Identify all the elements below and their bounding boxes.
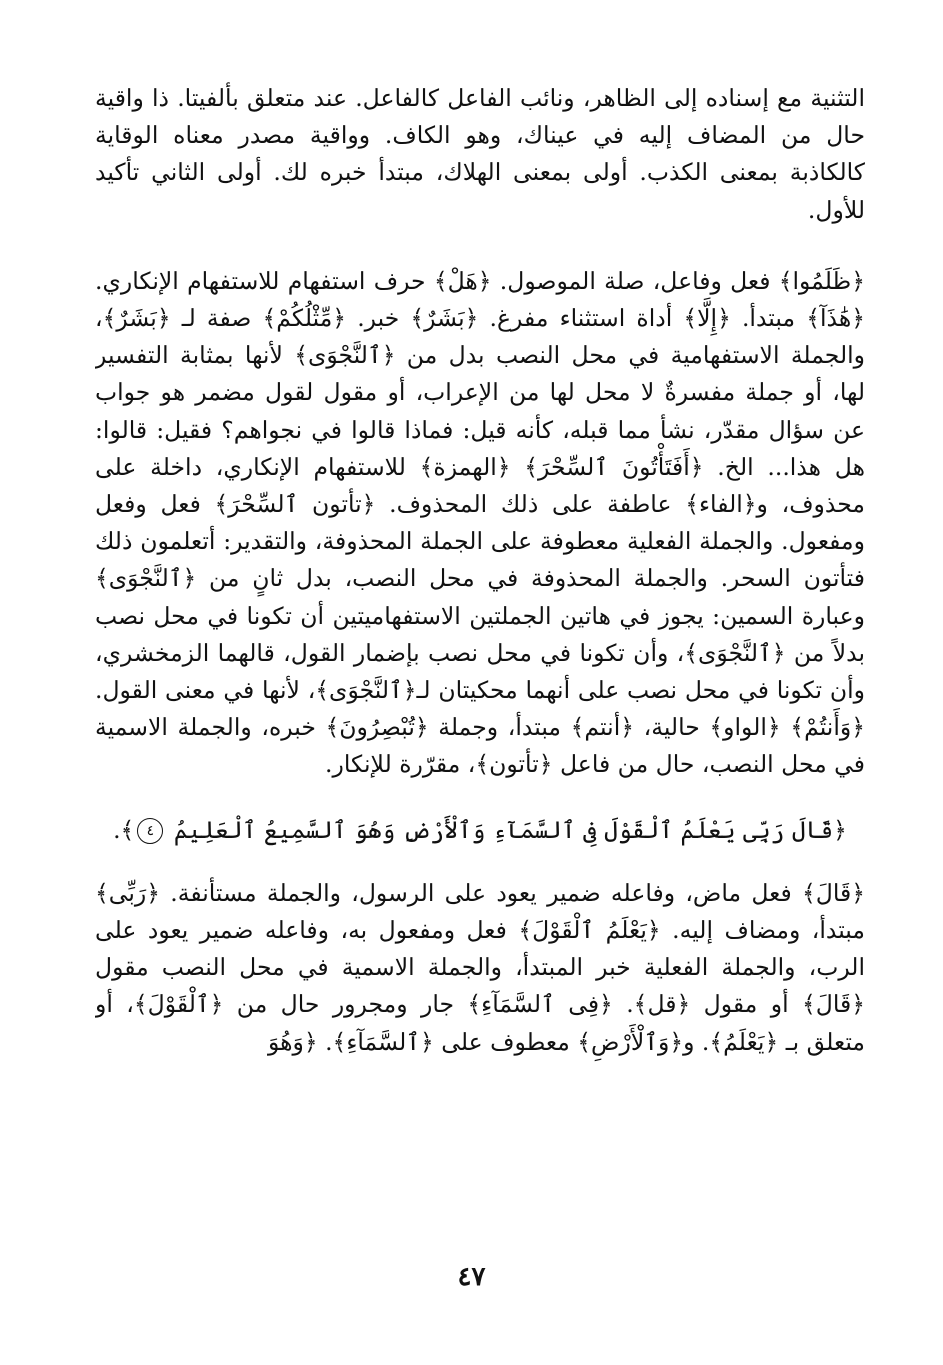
paragraph-verse-analysis: ﴿ظَلَمُوا﴾ فعل وفاعل، صلة الموصول. ﴿هَلْ﴾ حرف استفهام للاستفهام الإنكاري. ﴿هَٰذَآ﴾ مبتدأ. ﴿إِلَّا﴾ أداة استثناء مفرغ. ﴿بَشَرٌ﴾ خبر. ﴿مِّثْلُكُمْ﴾ صفة لـ ﴿بَشَرٌ﴾، والجملة الاستفهامية في محل النصب بدل من ﴿ٱلنَّجْوَى﴾ لأنها بمثابة التفسير لها، أو جملة مفسرةٌ لا محل لها من الإعراب، أو مقول لقول مضمر هو جواب عن سؤال مقدّر، نشأ مما قبله، كأنه قيل: فماذا قالوا في نجواهم؟ فقيل: قالوا: هل هذا... الخ. ﴿أَفَتَأْتُونَ ٱلسِّحْرَ﴾ ﴿الهمزة﴾ للاستفهام الإنكاري، داخلة على محذوف، و﴿الفاء﴾ عاطفة على ذلك المحذوف. ﴿تأتون ٱلسِّحْرَ﴾ فعل وفعل ومفعول. والجملة الفعلية معطوفة على الجملة المحذوفة، والتقدير: أتعلمون ذلك فتأتون السحر. والجملة المحذوفة في محل النصب، بدل ثانٍ من ﴿ٱلنَّجْوَى﴾ وعبارة السمين: يجوز في هاتين الجملتين الاستفهاميتين أن تكونا في محل نصب بدلاً من ﴿ٱلنَّجْوَى﴾، وأن تكونا في محل نصب بإضمار القول، قالهما الزمخشري، وأن تكونا في محل نصب على أنهما محكيتان لـ﴿ٱلنَّجْوَى﴾، لأنها في معنى القول. ﴿وَأَنتُمْ﴾ ﴿الواو﴾ حالية، ﴿أنتم﴾ مبتدأ، وجملة ﴿تُبْصِرُونَ﴾ خبره، والجملة الاسمية في محل النصب، حال من فاعل ﴿تأتون﴾، مقرّرة للإنكار. — [95, 266, 865, 779]
paragraph-grammar-notes: التثنية مع إسناده إلى الظاهر، ونائب الفاعل كالفاعل. عند متعلق بألفيتا. ذا واقية حال من المضاف إليه في عيناك، وهو الكاف. وواقية مصدر معناه الوقاية كالكاذبة بمعنى الكذب. أولى بمعنى الهلاك، مبتدأ خبره لك. أولى الثاني تأكيد للأول. — [95, 84, 865, 224]
document-page — [95, 80, 865, 1290]
quranic-verse — [95, 812, 865, 849]
page-number: ٤٧ — [457, 1262, 486, 1292]
paragraph-qala-analysis: ﴿قَالَ﴾ فعل ماض، وفاعله ضمير يعود على الرسول، والجملة مستأنفة. ﴿رَبِّى﴾ مبتدأ، ومضاف إليه. ﴿يَعْلَمُ ٱلْقَوْلَ﴾ فعل ومفعول به، وفاعله ضمير يعود على الرب، والجملة الفعلية خبر المبتدأ، والجملة الاسمية في محل النصب مقول ﴿قَالَ﴾ أو مقول ﴿قل﴾. ﴿فِى ٱلسَّمَآءِ﴾ جار ومجرور حال من ﴿ٱلْقَوْلَ﴾، أو متعلق بـ ﴿يَعْلَمُ﴾. و﴿وَٱلْأَرْضِ﴾ معطوف على ﴿ٱلسَّمَآءِ﴾. ﴿وَهُوَ — [95, 878, 865, 1056]
verse-closing-bracket: ﴾. — [113, 815, 135, 844]
ayah-number-marker: ٤ — [137, 818, 163, 844]
verse-text: ﴿قَالَ رَبِّى يَعْلَمُ ٱلْقَوْلَ فِى ٱلسَّمَآءِ وَٱلْأَرْضِ وَهُوَ ٱلسَّمِيعُ ٱلْعَلِيمُ — [173, 815, 847, 844]
